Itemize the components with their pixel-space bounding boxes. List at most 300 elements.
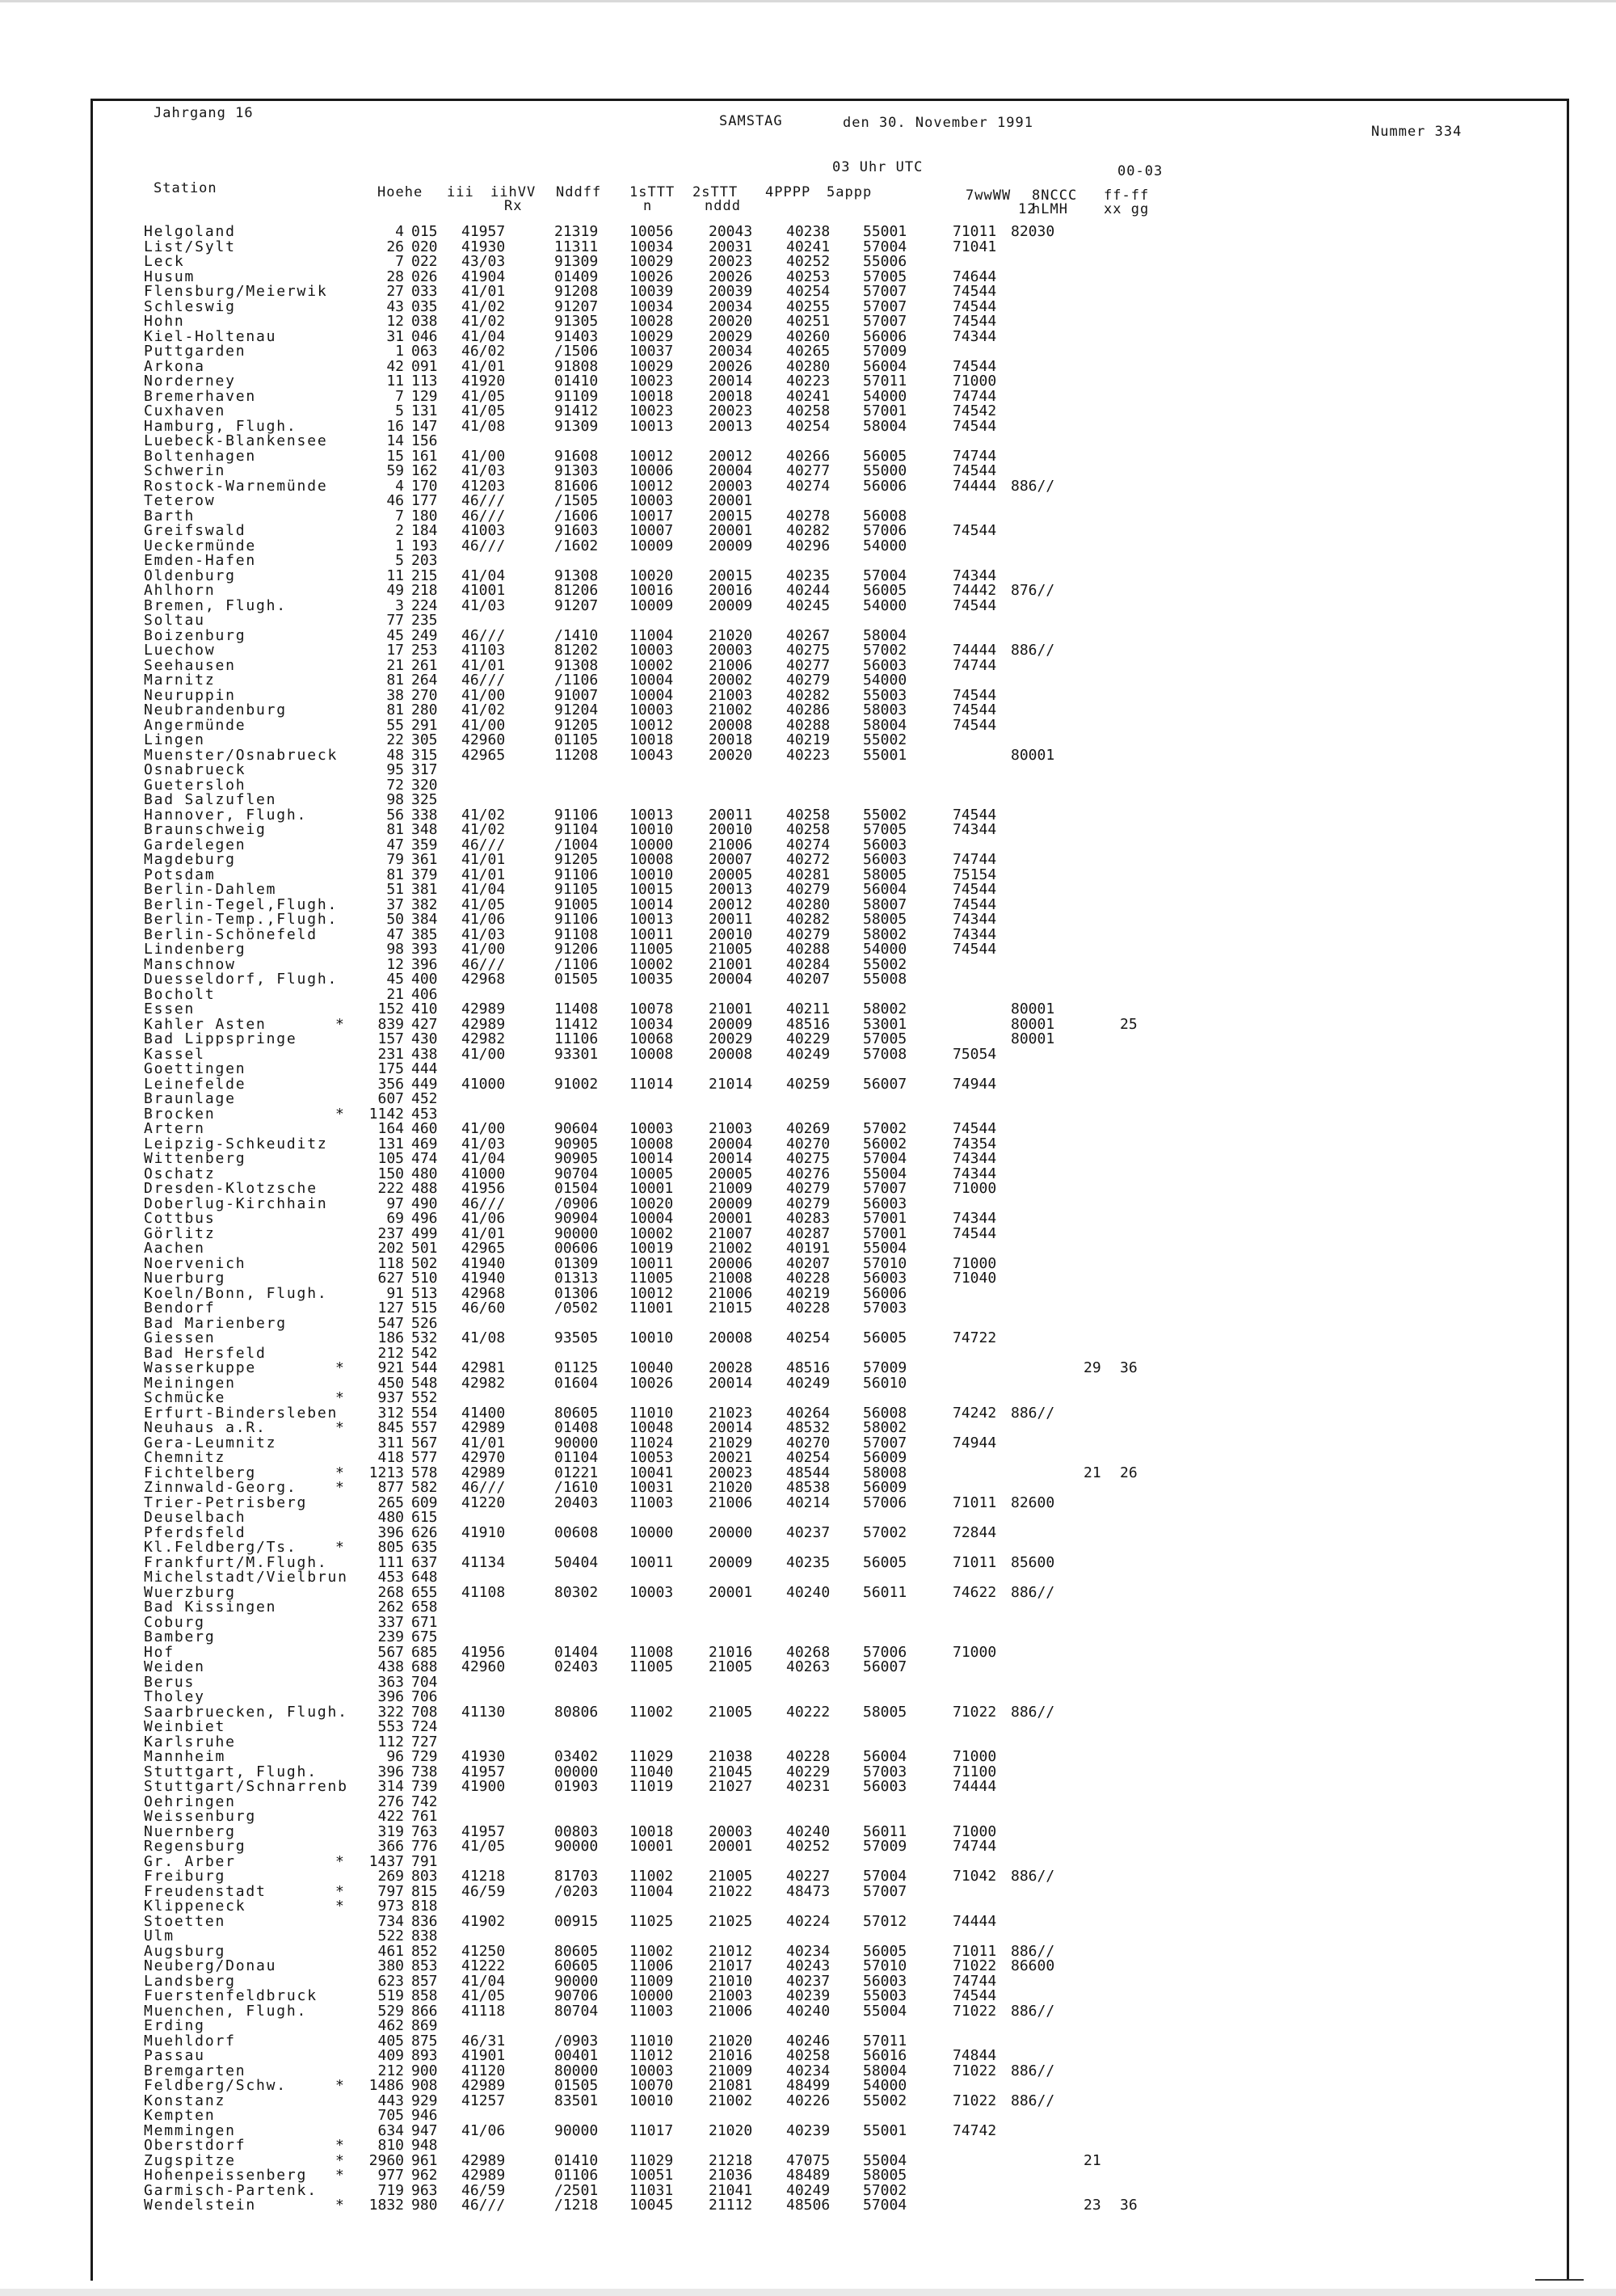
station-id: 671: [411, 1613, 438, 1631]
station-name: Bendorf: [144, 1300, 216, 1317]
hoehe: 845: [377, 1419, 404, 1436]
station-name: Bamberg: [144, 1628, 216, 1645]
hoehe: 719: [377, 2181, 404, 2199]
group-2sttt: 20015: [709, 567, 753, 584]
group-4pppp: 40207: [786, 1254, 831, 1272]
station-id: 515: [411, 1300, 438, 1317]
group-5appp: 57004: [863, 238, 907, 255]
group-7wwww: 74344: [953, 911, 997, 928]
group-4pppp: 40239: [786, 1987, 831, 2004]
group-1sttt: 11019: [629, 1778, 674, 1795]
iihvv: 41/01: [461, 851, 506, 868]
hoehe: 705: [377, 2107, 404, 2124]
iihvv: 41/08: [461, 417, 506, 435]
group-2sttt: 20018: [709, 731, 753, 748]
hoehe: 79: [386, 851, 404, 868]
iihvv: 42989: [461, 2167, 506, 2184]
station-id: 218: [411, 582, 438, 599]
group-1sttt: 10013: [629, 806, 674, 824]
hoehe: 239: [377, 1628, 404, 1645]
group-2sttt: 21007: [709, 1224, 753, 1242]
station-id: 658: [411, 1599, 438, 1616]
group-2sttt: 20026: [709, 357, 753, 375]
iihvv: 41130: [461, 1703, 506, 1721]
group-5appp: 56005: [863, 1329, 907, 1346]
group-2sttt: 21027: [709, 1778, 753, 1795]
group-4pppp: 40240: [786, 2002, 831, 2020]
group-7wwww: 71022: [953, 1957, 997, 1974]
group-2sttt: 21005: [709, 1703, 753, 1721]
mountain-marker: *: [335, 1419, 344, 1436]
group-2sttt: 21005: [709, 1868, 753, 1885]
hoehe: 7: [395, 253, 404, 270]
group-2sttt: 21001: [709, 1001, 753, 1017]
station-name: Ulm: [144, 1927, 175, 1944]
hoehe: 27: [386, 283, 404, 300]
group-2sttt: 20004: [709, 1135, 753, 1152]
station-id: 444: [411, 1060, 438, 1077]
nddff: 01125: [554, 1359, 599, 1376]
group-2sttt: 20001: [709, 522, 753, 539]
group-4pppp: 40235: [786, 1553, 831, 1571]
group-7wwww: 71022: [953, 2092, 997, 2109]
nddff: 00915: [554, 1912, 599, 1930]
group-7wwww: 74544: [953, 806, 997, 824]
station-id: 853: [411, 1957, 438, 1974]
hoehe: 231: [377, 1045, 404, 1063]
jahrgang-label: Jahrgang 16: [154, 105, 254, 121]
group-2sttt: 20020: [709, 746, 753, 764]
station-name: Norderney: [144, 373, 236, 390]
station-name: Erfurt-Bindersleben: [144, 1404, 339, 1422]
station-id: 261: [411, 656, 438, 674]
station-id: 708: [411, 1703, 438, 1721]
group-5appp: 57011: [863, 2032, 907, 2050]
station-id: 264: [411, 672, 438, 689]
hoehe: 547: [377, 1314, 404, 1332]
mountain-marker: *: [335, 1882, 344, 1900]
station-name: Cuxhaven: [144, 402, 226, 419]
nddff: 90000: [554, 1434, 599, 1451]
group-5appp: 56003: [863, 1270, 907, 1287]
iihvv: 46///: [461, 2197, 506, 2214]
group-1sttt: 10037: [629, 343, 674, 360]
iihvv: 41/00: [461, 716, 506, 734]
group-4pppp: 40223: [786, 373, 831, 390]
nddff: 01903: [554, 1778, 599, 1795]
iihvv: 46/02: [461, 343, 506, 360]
group-5appp: 57010: [863, 1957, 907, 1974]
hoehe: 311: [377, 1434, 404, 1451]
hoehe: 81: [386, 701, 404, 718]
hoehe: 319: [377, 1822, 404, 1840]
nddff: 90604: [554, 1120, 599, 1137]
nddff: /0203: [554, 1882, 599, 1900]
iihvv: 41957: [461, 1822, 506, 1840]
iihvv: 42982: [461, 1374, 506, 1392]
group-7wwww: 71040: [953, 1270, 997, 1287]
group-5appp: 56006: [863, 477, 907, 495]
group-2sttt: 21036: [709, 2167, 753, 2184]
group-2sttt: 20003: [709, 1822, 753, 1840]
station-id: 170: [411, 477, 438, 495]
group-7wwww: 74744: [953, 447, 997, 465]
observation-time: 03 Uhr UTC: [832, 159, 924, 175]
mountain-marker: *: [335, 1105, 344, 1123]
nddff: 91002: [554, 1075, 599, 1093]
hoehe: 396: [377, 1688, 404, 1705]
nddff: 91108: [554, 925, 599, 943]
group-4pppp: 40282: [786, 522, 831, 539]
group-2sttt: 20008: [709, 1329, 753, 1346]
iihvv: 41/02: [461, 297, 506, 315]
group-8nccc: 85600: [1011, 1553, 1055, 1571]
group-2sttt: 21003: [709, 1120, 753, 1137]
station-name: Bremerhaven: [144, 387, 257, 405]
station-name: Zugspitze: [144, 2151, 236, 2169]
iihvv: 41/04: [461, 327, 506, 345]
group-4pppp: 48516: [786, 1359, 831, 1376]
nddff: 90905: [554, 1135, 599, 1152]
hoehe: 1437: [368, 1852, 404, 1870]
iihvv: 41/01: [461, 656, 506, 674]
hoehe: 443: [377, 2092, 404, 2109]
group-4pppp: 40284: [786, 955, 831, 973]
group-2sttt: 20023: [709, 402, 753, 419]
group-1sttt: 11024: [629, 1434, 674, 1451]
group-1sttt: 10017: [629, 507, 674, 524]
group-1sttt: 10014: [629, 895, 674, 913]
nddff: 81206: [554, 582, 599, 599]
hoehe: 438: [377, 1658, 404, 1675]
hoehe: 396: [377, 1523, 404, 1541]
group-1sttt: 10056: [629, 223, 674, 240]
station-name: Schwerin: [144, 462, 226, 479]
group-7wwww: 74744: [953, 387, 997, 405]
hoehe: 81: [386, 821, 404, 838]
hoehe: 77: [386, 612, 404, 629]
group-5appp: 57005: [863, 268, 907, 285]
day-label: SAMSTAG: [719, 113, 783, 129]
group-1sttt: 10034: [629, 297, 674, 315]
group-5appp: 54000: [863, 941, 907, 958]
nddff: 02403: [554, 1658, 599, 1675]
hoehe: 322: [377, 1703, 404, 1721]
station-id: 626: [411, 1523, 438, 1541]
hoehe: 396: [377, 1763, 404, 1780]
group-8nccc: 886//: [1011, 2062, 1055, 2079]
hoehe: 797: [377, 1882, 404, 1900]
group-5appp: 57001: [863, 402, 907, 419]
group-2sttt: 20006: [709, 1254, 753, 1272]
station-id: 554: [411, 1404, 438, 1422]
iihvv: 41000: [461, 1075, 506, 1093]
group-4pppp: 40263: [786, 1658, 831, 1675]
station-name: Neubrandenburg: [144, 701, 287, 718]
nddff: /2501: [554, 2181, 599, 2199]
iihvv: 41/03: [461, 925, 506, 943]
group-5appp: 54000: [863, 596, 907, 614]
group-1sttt: 11025: [629, 1912, 674, 1930]
group-4pppp: 40240: [786, 1583, 831, 1601]
nddff: 90905: [554, 1150, 599, 1167]
group-7wwww: 74354: [953, 1135, 997, 1152]
nddff: 91106: [554, 806, 599, 824]
group-1sttt: 11008: [629, 1643, 674, 1661]
station-name: Freudenstadt: [144, 1882, 267, 1900]
group-8nccc: 886//: [1011, 477, 1055, 495]
station-name: Cottbus: [144, 1210, 216, 1227]
station-name: Erding: [144, 2017, 205, 2034]
hoehe: 3: [395, 596, 404, 614]
iihvv: 41904: [461, 268, 506, 285]
group-4pppp: 48544: [786, 1464, 831, 1481]
station-id: 161: [411, 447, 438, 465]
page-edge-mark: [1535, 2279, 1584, 2281]
group-2sttt: 21016: [709, 2047, 753, 2064]
station-id: 156: [411, 432, 438, 449]
station-id: 980: [411, 2197, 438, 2214]
nddff: 91308: [554, 567, 599, 584]
group-5appp: 57002: [863, 1523, 907, 1541]
nddff: 93301: [554, 1045, 599, 1063]
iihvv: 41930: [461, 1748, 506, 1765]
station-name: Mannheim: [144, 1748, 226, 1765]
group-1sttt: 10008: [629, 1135, 674, 1152]
station-name: Marnitz: [144, 672, 216, 689]
station-name: Passau: [144, 2047, 205, 2064]
group-1sttt: 10007: [629, 522, 674, 539]
group-5appp: 56003: [863, 1778, 907, 1795]
group-1sttt: 10041: [629, 1464, 674, 1481]
mountain-marker: *: [335, 1015, 344, 1033]
group-1sttt: 10029: [629, 253, 674, 270]
group-2sttt: 20003: [709, 477, 753, 495]
station-name: Greifswald: [144, 522, 246, 539]
hoehe: 734: [377, 1912, 404, 1930]
station-name: Wittenberg: [144, 1150, 246, 1167]
iihvv: 41118: [461, 2002, 506, 2020]
station-id: 035: [411, 297, 438, 315]
group-1sttt: 11002: [629, 1942, 674, 1960]
group-7wwww: 71022: [953, 1703, 997, 1721]
iihvv: 41/04: [461, 1150, 506, 1167]
group-7wwww: 74744: [953, 851, 997, 868]
station-name: Konstanz: [144, 2092, 226, 2109]
station-name: Giessen: [144, 1329, 216, 1346]
station-name: Leck: [144, 253, 185, 270]
hoehe: 42: [386, 357, 404, 375]
iihvv: 41/02: [461, 821, 506, 838]
group-7wwww: 74344: [953, 327, 997, 345]
group-5appp: 56005: [863, 1942, 907, 1960]
station-id: 026: [411, 268, 438, 285]
group-5appp: 55004: [863, 1165, 907, 1182]
group-4pppp: 40265: [786, 343, 831, 360]
group-7wwww: 71011: [953, 1942, 997, 1960]
iihvv: 42989: [461, 1419, 506, 1436]
group-2sttt: 20004: [709, 462, 753, 479]
iihvv: 41222: [461, 1957, 506, 1974]
nddff: 01221: [554, 1464, 599, 1481]
hoehe: 17: [386, 642, 404, 659]
station-name: Bad Kissingen: [144, 1599, 277, 1616]
station-id: 224: [411, 596, 438, 614]
group-7wwww: 74544: [953, 297, 997, 315]
nddff: 91208: [554, 283, 599, 300]
station-id: 162: [411, 462, 438, 479]
station-name: Dresden-Klotzsche: [144, 1180, 318, 1197]
group-5appp: 56002: [863, 1135, 907, 1152]
iihvv: 46/31: [461, 2032, 506, 2050]
station-id: 325: [411, 791, 438, 808]
group-2sttt: 21045: [709, 1763, 753, 1780]
hoehe: 5: [395, 402, 404, 419]
station-name: Bad Marienberg: [144, 1314, 287, 1332]
group-4pppp: 40277: [786, 656, 831, 674]
group-4pppp: 40231: [786, 1778, 831, 1795]
station-name: Oschatz: [144, 1165, 216, 1182]
station-name: Kiel-Holtenau: [144, 327, 277, 345]
group-2sttt: 20005: [709, 1165, 753, 1182]
station-name: Coburg: [144, 1613, 205, 1631]
station-id: 305: [411, 731, 438, 748]
group-5appp: 57007: [863, 1434, 907, 1451]
group-4pppp: 40251: [786, 313, 831, 330]
iihvv: 42965: [461, 1240, 506, 1257]
station-name: Fichtelberg: [144, 1464, 257, 1481]
group-4pppp: 40274: [786, 477, 831, 495]
group-1sttt: 10002: [629, 1224, 674, 1242]
iihvv: 46/60: [461, 1300, 506, 1317]
nddff: 01410: [554, 373, 599, 390]
station-id: 015: [411, 223, 438, 240]
station-name: Deuselbach: [144, 1509, 246, 1526]
group-7wwww: 74344: [953, 925, 997, 943]
group-1sttt: 10001: [629, 1838, 674, 1855]
hoehe: 21: [386, 656, 404, 674]
hoehe: 175: [377, 1060, 404, 1077]
station-id: 510: [411, 1270, 438, 1287]
nddff: 90000: [554, 1972, 599, 1990]
group-5appp: 57006: [863, 1643, 907, 1661]
iihvv: 42989: [461, 2151, 506, 2169]
iihvv: 42960: [461, 1658, 506, 1675]
nddff: 20403: [554, 1493, 599, 1511]
nddff: 00608: [554, 1523, 599, 1541]
station-id: 393: [411, 941, 438, 958]
nddff: /1004: [554, 836, 599, 853]
hoehe: 805: [377, 1539, 404, 1556]
station-id: 320: [411, 776, 438, 794]
station-id: 235: [411, 612, 438, 629]
group-5appp: 57005: [863, 1030, 907, 1047]
hoehe: 48: [386, 746, 404, 764]
group-1sttt: 11017: [629, 2121, 674, 2139]
hoehe: 47: [386, 836, 404, 853]
station-id: 836: [411, 1912, 438, 1930]
group-5appp: 58004: [863, 626, 907, 644]
iihvv: 41/00: [461, 1120, 506, 1137]
station-id: 315: [411, 746, 438, 764]
group-7wwww: 74544: [953, 1987, 997, 2004]
hoehe: 337: [377, 1613, 404, 1631]
station-name: Neuruppin: [144, 686, 236, 704]
nddff: 11106: [554, 1030, 599, 1047]
hoehe: 921: [377, 1359, 404, 1376]
station-name: Muenster/Osnabrueck: [144, 746, 339, 764]
group-1sttt: 10006: [629, 462, 674, 479]
hoehe: 2: [395, 522, 404, 539]
station-id: 542: [411, 1344, 438, 1362]
station-id: 382: [411, 895, 438, 913]
station-id: 729: [411, 1748, 438, 1765]
group-2sttt: 20009: [709, 596, 753, 614]
station-id: 215: [411, 567, 438, 584]
iihvv: 41/05: [461, 402, 506, 419]
station-name: Bad Hersfeld: [144, 1344, 267, 1362]
group-5appp: 57004: [863, 2197, 907, 2214]
hoehe: 877: [377, 1479, 404, 1496]
iihvv: 41/00: [461, 447, 506, 465]
group-2sttt: 20002: [709, 672, 753, 689]
group-7wwww: 74844: [953, 2047, 997, 2064]
group-7wwww: 71022: [953, 2002, 997, 2020]
group-1sttt: 11012: [629, 2047, 674, 2064]
station-name: Koeln/Bonn, Flugh.: [144, 1284, 328, 1302]
scan-edge-top: [0, 0, 1616, 2]
station-name: Braunlage: [144, 1090, 236, 1107]
group-7wwww: 75054: [953, 1045, 997, 1063]
station-id: 866: [411, 2002, 438, 2020]
group-1sttt: 10003: [629, 642, 674, 659]
hoehe: 91: [386, 1284, 404, 1302]
group-5appp: 58007: [863, 895, 907, 913]
group-5appp: 56009: [863, 1479, 907, 1496]
nddff: 91303: [554, 462, 599, 479]
station-id: 038: [411, 313, 438, 330]
group-2sttt: 21005: [709, 941, 753, 958]
hoehe: 97: [386, 1194, 404, 1212]
station-id: 567: [411, 1434, 438, 1451]
group-2sttt: 21005: [709, 1658, 753, 1675]
hoehe: 131: [377, 1135, 404, 1152]
nddff: 80605: [554, 1942, 599, 1960]
nddff: 80000: [554, 2062, 599, 2079]
hoehe: 409: [377, 2047, 404, 2064]
station-id: 131: [411, 402, 438, 419]
col-2sttt-sub: nddd: [705, 198, 741, 214]
iihvv: 41/01: [461, 1434, 506, 1451]
group-4pppp: 40211: [786, 1001, 831, 1017]
hoehe: 237: [377, 1224, 404, 1242]
hoehe: 152: [377, 1001, 404, 1017]
hoehe: 1142: [368, 1105, 404, 1123]
hoehe: 69: [386, 1210, 404, 1227]
nddff: 01604: [554, 1374, 599, 1392]
nddff: 91205: [554, 716, 599, 734]
group-1sttt: 11003: [629, 1493, 674, 1511]
group-8nccc: 82030: [1011, 223, 1055, 240]
station-id: 469: [411, 1135, 438, 1152]
col-iii: iii: [447, 184, 474, 200]
mountain-marker: *: [335, 2197, 344, 2214]
mountain-marker: *: [335, 1479, 344, 1496]
station-name: Wasserkuppe: [144, 1359, 257, 1376]
station-id: 338: [411, 806, 438, 824]
iihvv: 41257: [461, 2092, 506, 2109]
station-id: 046: [411, 327, 438, 345]
